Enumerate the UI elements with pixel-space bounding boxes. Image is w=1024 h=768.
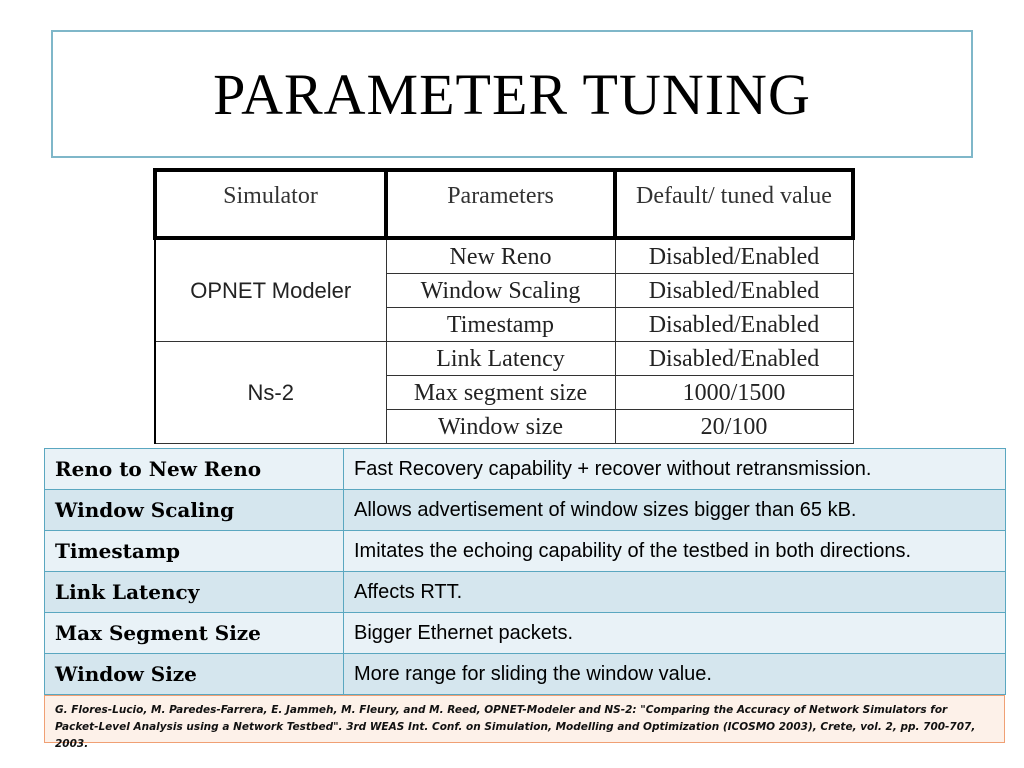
description-value: Allows advertisement of window sizes bigger than 65 kB. (344, 490, 1006, 531)
value-cell: Disabled/Enabled (615, 274, 853, 308)
simulator-opnet: OPNET Modeler (155, 238, 386, 342)
simulator-ns2: Ns-2 (155, 342, 386, 444)
title-box (51, 30, 973, 158)
description-key: Window Size (45, 654, 344, 695)
description-key: Timestamp (45, 531, 344, 572)
parameter-cell: Window Scaling (386, 274, 615, 308)
table-row (45, 613, 1006, 654)
description-key: Max Segment Size (45, 613, 344, 654)
description-key: Reno to New Reno (45, 449, 344, 490)
parameter-cell: Window size (386, 410, 615, 444)
table-row (45, 654, 1006, 695)
description-value: More range for sliding the window value. (344, 654, 1006, 695)
table-row (45, 449, 1006, 490)
header-value: Default/ tuned value (615, 170, 853, 238)
parameter-cell: New Reno (386, 238, 615, 274)
table-row (155, 238, 853, 274)
value-cell: Disabled/Enabled (615, 238, 853, 274)
header-parameters: Parameters (386, 170, 615, 238)
citation-box: G. Flores-Lucio, M. Paredes-Farrera, E. Jammeh, M. Fleury, and M. Reed, OPNET-Modeler and NS-2: "Comparing the Accuracy of Network Simulators for Packet-Level Analysis using a Network Testbed". 3rd WEAS Int. Conf. on Simulation, Modelling and Optimization (ICOSMO 2003), Crete, vol. 2, pp. 700-707, 2003. (44, 695, 1005, 743)
table-row (45, 531, 1006, 572)
parameter-description-table (44, 448, 1006, 695)
description-value: Affects RTT. (344, 572, 1006, 613)
header-simulator: Simulator (155, 170, 386, 238)
value-cell: Disabled/Enabled (615, 308, 853, 342)
value-cell: 1000/1500 (615, 376, 853, 410)
slide-title: PARAMETER TUNING (213, 61, 811, 127)
table-row (45, 572, 1006, 613)
simulator-parameters-table (153, 168, 855, 444)
description-value: Bigger Ethernet packets. (344, 613, 1006, 654)
parameter-cell: Max segment size (386, 376, 615, 410)
description-value: Fast Recovery capability + recover without retransmission. (344, 449, 1006, 490)
description-key: Link Latency (45, 572, 344, 613)
description-value: Imitates the echoing capability of the testbed in both directions. (344, 531, 1006, 572)
table-row (155, 342, 853, 376)
value-cell: Disabled/Enabled (615, 342, 853, 376)
table-row (45, 490, 1006, 531)
parameter-cell: Link Latency (386, 342, 615, 376)
value-cell: 20/100 (615, 410, 853, 444)
description-key: Window Scaling (45, 490, 344, 531)
parameter-cell: Timestamp (386, 308, 615, 342)
table-header-row (155, 170, 853, 238)
